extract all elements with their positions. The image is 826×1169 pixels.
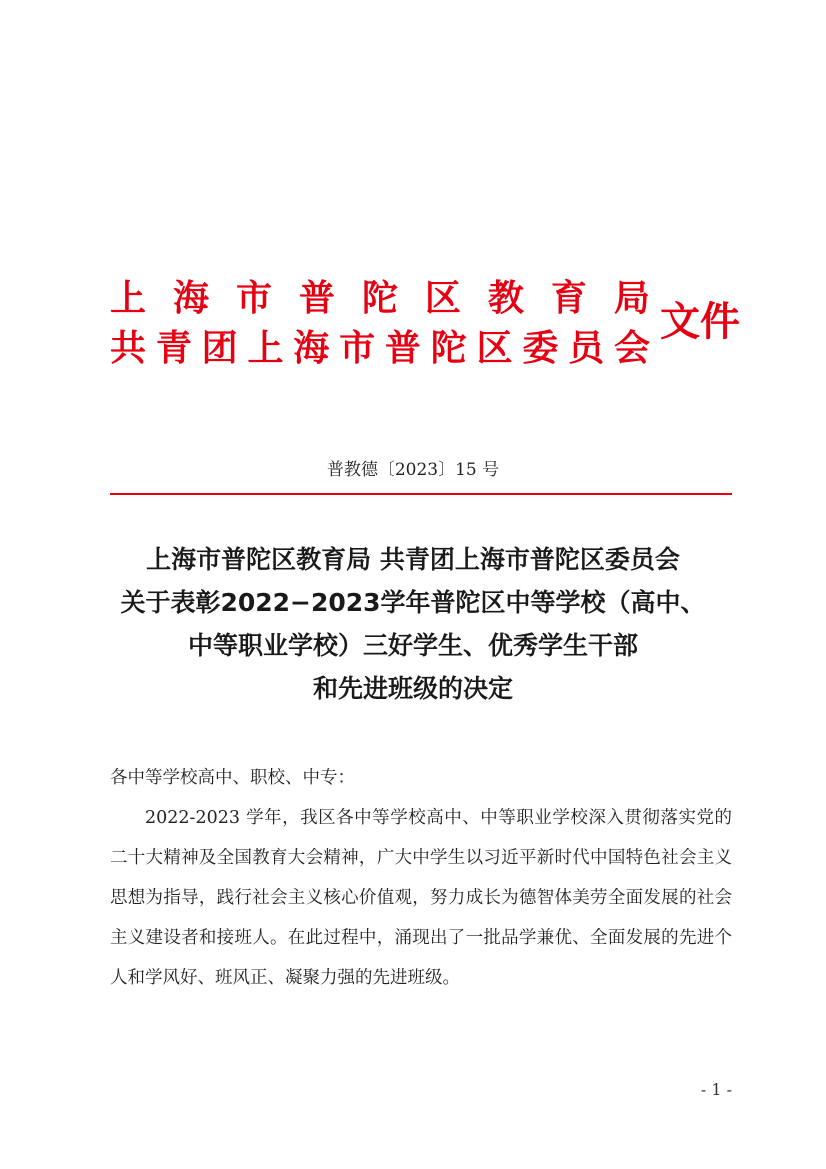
header-char: 委: [522, 327, 559, 369]
title-line: 上海市普陀区教育局 共青团上海市普陀区委员会: [146, 545, 680, 574]
document-header: [110, 268, 750, 378]
header-char: 普: [298, 277, 335, 319]
header-char: 上: [110, 277, 147, 319]
title-line: 和先进班级的决定: [312, 674, 513, 703]
title-line: 中等职业学校）三好学生、优秀学生干部: [187, 631, 638, 660]
header-document-suffix: 文件: [660, 298, 740, 345]
document-number: 普教德〔2023〕15 号: [326, 460, 500, 480]
header-char: 区: [424, 277, 461, 319]
document-body: [110, 758, 732, 998]
header-char: 团: [201, 327, 238, 369]
red-divider: [110, 493, 732, 495]
header-char: 局: [613, 277, 650, 319]
header-char: 青: [155, 327, 192, 369]
header-char: 陀: [361, 277, 398, 319]
header-char: 市: [235, 277, 272, 319]
header-issuer-line-2: [110, 326, 650, 370]
header-char: 教: [487, 277, 524, 319]
header-char: 海: [293, 327, 330, 369]
header-char: 会: [613, 327, 650, 369]
header-char: 育: [550, 277, 587, 319]
salutation: 各中等学校高中、职校、中专：: [110, 768, 355, 788]
title-line: 关于表彰2022−2023学年普陀区中等学校（高中、: [120, 588, 706, 617]
header-char: 陀: [430, 327, 467, 369]
page-number: - 1 -: [700, 1080, 732, 1099]
document-title: [90, 538, 736, 710]
header-char: 员: [568, 327, 605, 369]
header-issuer-line-1: [110, 276, 650, 320]
header-char: 海: [172, 277, 209, 319]
header-char: 普: [384, 327, 421, 369]
header-char: 市: [339, 327, 376, 369]
body-paragraph: 2022-2023 学年，我区各中等学校高中、中等职业学校深入贯彻落实党的二十大精神及全国教育大会精神，广大中学生以习近平新时代中国特色社会主义思想为指导，践行社会主义核心价值观，努力成长为德智体美劳全面发展的社会主义建设者和接班人。在此过程中，涌现出了一批品学兼优、全面发展的先进个人和学风好、班风正、凝聚力强的先进班级。: [110, 808, 732, 988]
header-char: 区: [476, 327, 513, 369]
header-char: 上: [247, 327, 284, 369]
header-char: 共: [110, 327, 147, 369]
